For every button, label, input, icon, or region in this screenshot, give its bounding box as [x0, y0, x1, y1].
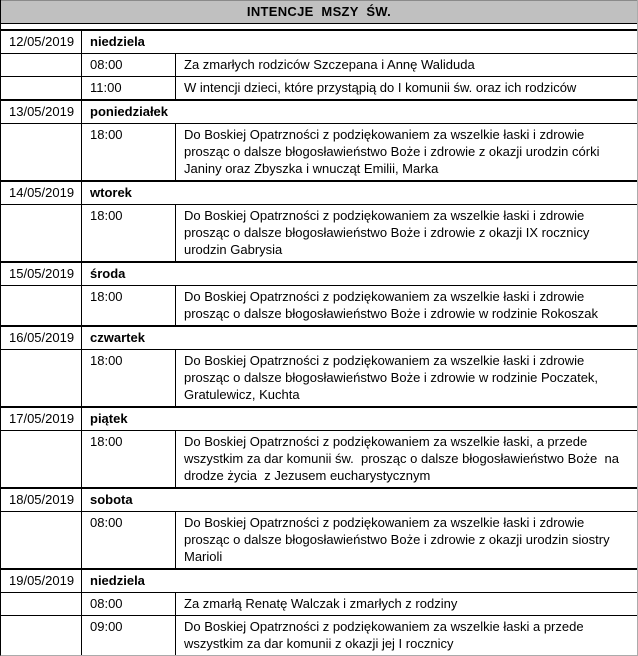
weekday-cell: poniedziałek [90, 104, 169, 119]
date-cell-empty [1, 124, 82, 180]
date-cell-empty [1, 77, 82, 99]
intention-cell: Do Boskiej Opatrzności z podziękowaniem za wszelkie łaski i zdrowie prosząc o dalsze błogosławieństwo Boże i zdrowie z okazji urodzin córki Janiny oraz Zbyszka i wnucząt Emilii, Marka [184, 127, 604, 176]
date-cell-empty [1, 512, 82, 568]
date-cell: 12/05/2019 [1, 31, 82, 53]
weekday-cell: czwartek [90, 330, 145, 345]
mass-row [1, 285, 637, 325]
date-cell: 17/05/2019 [1, 408, 82, 430]
intention-cell: Do Boskiej Opatrzności z podziękowaniem za wszelkie łaski i zdrowie prosząc o dalsze błogosławieństwo Boże i zdrowie w rodzinie Rokoszak [184, 289, 599, 321]
weekday-cell: niedziela [90, 573, 145, 588]
time-cell: 08:00 [82, 512, 176, 568]
mass-row [1, 76, 637, 99]
weekday-cell: wtorek [90, 185, 132, 200]
mass-row [1, 592, 637, 615]
mass-row [1, 349, 637, 406]
weekday-cell: środa [90, 266, 126, 281]
date-cell: 19/05/2019 [1, 570, 82, 592]
day-row [1, 568, 637, 592]
date-cell: 13/05/2019 [1, 101, 82, 123]
date-cell-empty [1, 431, 82, 487]
time-cell: 18:00 [82, 431, 176, 487]
intention-cell: Do Boskiej Opatrzności z podziękowaniem za wszelkie łaski, a przede wszystkim za dar komunii św. prosząc o dalsze błogosławieństwo Boże na drodze życia z Jezusem eucharystycznym [184, 434, 623, 483]
time-cell: 18:00 [82, 205, 176, 261]
intention-cell: Za zmarłych rodziców Szczepana i Annę Waliduda [184, 57, 475, 72]
day-row [1, 487, 637, 511]
mass-row [1, 123, 637, 180]
time-cell: 18:00 [82, 124, 176, 180]
date-cell: 18/05/2019 [1, 489, 82, 511]
time-cell: 18:00 [82, 350, 176, 406]
intention-cell: Do Boskiej Opatrzności z podziękowaniem za wszelkie łaski a przede wszystkim za dar komunii z okazji jej I rocznicy [184, 619, 588, 651]
day-row [1, 325, 637, 349]
intention-cell: Do Boskiej Opatrzności z podziękowaniem za wszelkie łaski i zdrowie prosząc o dalsze błogosławieństwo Boże i zdrowie z okazji urodzin siostry Marioli [184, 515, 614, 564]
day-row [1, 180, 637, 204]
mass-row [1, 204, 637, 261]
weekday-cell: piątek [90, 411, 128, 426]
mass-row [1, 511, 637, 568]
intention-cell: Za zmarłą Renatę Walczak i zmarłych z rodziny [184, 596, 458, 611]
date-cell-empty [1, 54, 82, 76]
weekday-cell: sobota [90, 492, 133, 507]
time-cell: 08:00 [82, 54, 176, 76]
table-title: INTENCJE MSZY ŚW. [1, 0, 637, 24]
mass-row [1, 430, 637, 487]
day-row [1, 29, 637, 53]
time-cell: 09:00 [82, 616, 176, 655]
time-cell: 18:00 [82, 286, 176, 325]
intention-cell: Do Boskiej Opatrzności z podziękowaniem za wszelkie łaski i zdrowie prosząc o dalsze błogosławieństwo Boże i zdrowie w rodzinie Poczatek, Gratulewicz, Kuchta [184, 353, 602, 402]
intentions-rows [1, 29, 637, 655]
day-row [1, 99, 637, 123]
day-row [1, 406, 637, 430]
time-cell: 11:00 [82, 77, 176, 99]
date-cell-empty [1, 286, 82, 325]
day-row [1, 261, 637, 285]
date-cell: 16/05/2019 [1, 327, 82, 349]
mass-row [1, 53, 637, 76]
date-cell: 15/05/2019 [1, 263, 82, 285]
date-cell-empty [1, 350, 82, 406]
date-cell-empty [1, 205, 82, 261]
intention-cell: W intencji dzieci, które przystąpią do I komunii św. oraz ich rodziców [184, 80, 577, 95]
mass-row [1, 615, 637, 655]
date-cell: 14/05/2019 [1, 182, 82, 204]
intention-cell: Do Boskiej Opatrzności z podziękowaniem za wszelkie łaski i zdrowie prosząc o dalsze błogosławieństwo Boże i zdrowie z okazji IX rocznicy urodzin Gabrysia [184, 208, 593, 257]
date-cell-empty [1, 593, 82, 615]
weekday-cell: niedziela [90, 34, 145, 49]
time-cell: 08:00 [82, 593, 176, 615]
date-cell-empty [1, 616, 82, 655]
